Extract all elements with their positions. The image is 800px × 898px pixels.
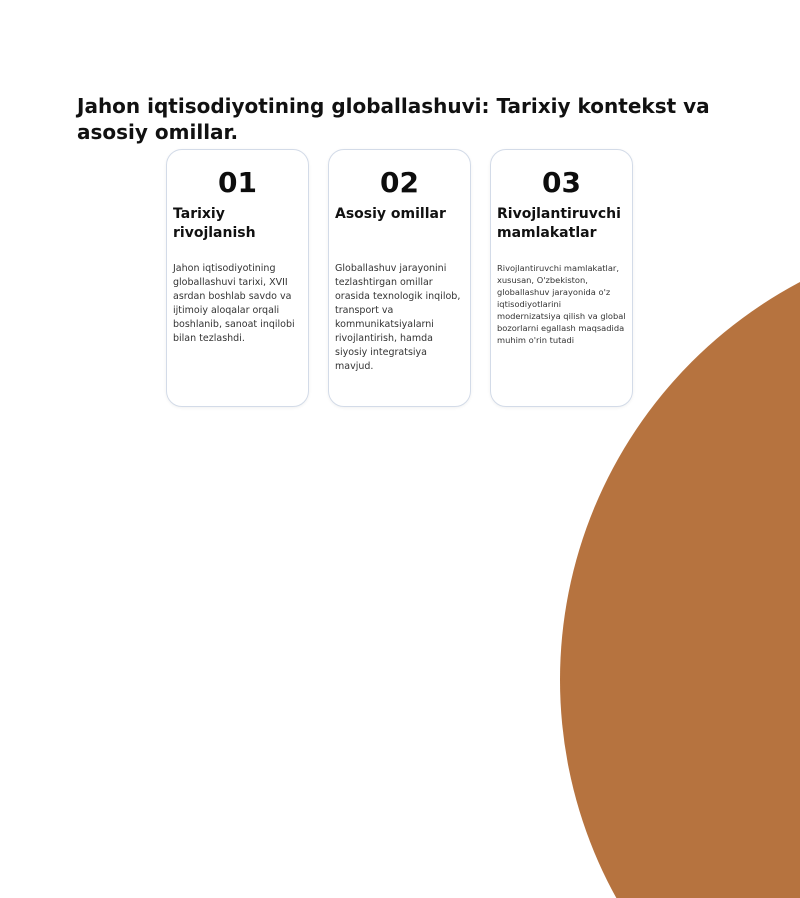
card-heading: Rivojlantiruvchi mamlakatlar — [497, 206, 621, 241]
card-historical-development — [166, 149, 309, 407]
card-developing-countries — [490, 149, 633, 407]
card-body: Jahon iqtisodiyotining globallashuvi tarixi, XVII asrdan boshlab savdo va ijtimoiy aloqalar orqali boshlanib, sanoat inqilobi bilan tezlashdi. — [173, 263, 295, 344]
card-number: 01 — [218, 166, 257, 199]
card-main-factors — [328, 149, 471, 407]
card-heading: Asosiy omillar — [335, 206, 446, 222]
card-number: 02 — [380, 166, 419, 199]
card-number: 03 — [542, 166, 581, 199]
card-heading: Tarixiy rivojlanish — [173, 206, 256, 241]
card-body: Globallashuv jarayonini tezlashtirgan omillar orasida texnologik inqilob, transport va kommunikatsiyalarni rivojlantirish, hamda siyosiy integratsiya mavjud. — [335, 263, 461, 372]
card-body: Rivojlantiruvchi mamlakatlar, xususan, O'zbekiston, globallashuv jarayonida o'z iqtisodiyotlarini modernizatsiya qilish va global bozorlarni egallash maqsadida muhim o'rin tutadi — [497, 263, 626, 345]
page-title: Jahon iqtisodiyotining globallashuvi: Tarixiy kontekst va asosiy omillar. — [77, 94, 710, 144]
